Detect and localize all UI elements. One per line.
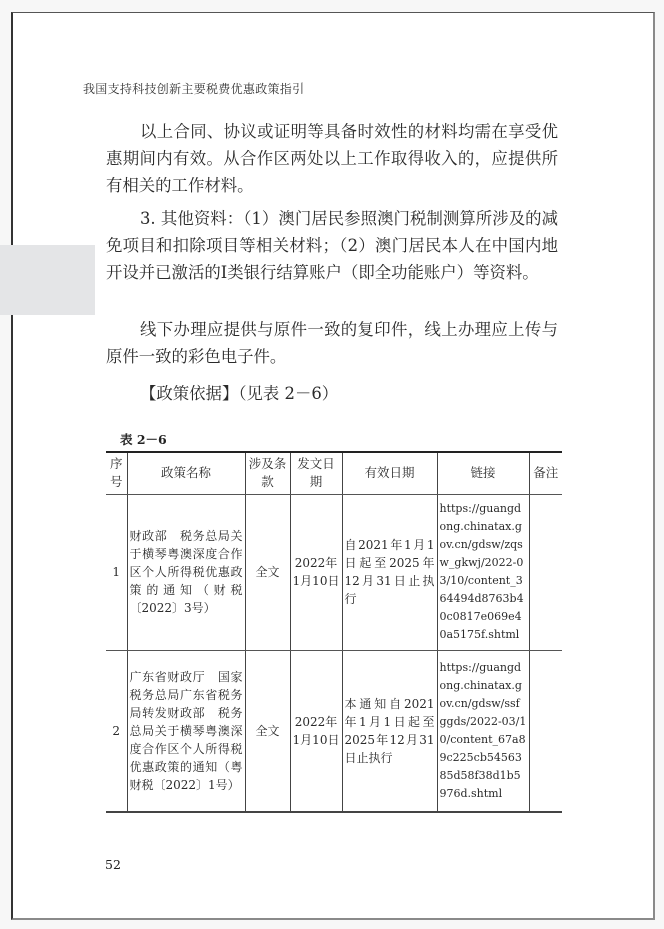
header-valid-date: 有效日期 — [342, 452, 437, 494]
page-number: 52 — [105, 857, 121, 872]
cell-note — [529, 494, 562, 650]
cell-seq: 1 — [106, 494, 127, 650]
running-head: 我国支持科技创新主要税费优惠政策指引 — [83, 82, 305, 96]
paragraph-submission-method: 线下办理应提供与原件一致的复印件，线上办理应上传与原件一致的彩色电子件。 — [106, 320, 558, 366]
chapter-thumb-tab — [0, 245, 95, 315]
cell-issue-date: 2022年1月10日 — [290, 494, 342, 650]
header-scope: 涉及条款 — [245, 452, 290, 494]
header-seq: 序号 — [106, 452, 127, 494]
paragraph-other-materials: 3. 其他资料：（1）澳门居民参照澳门税制测算所涉及的减免项目和扣除项目等相关材料；（2）澳门居民本人在中国内地开设并已激活的Ⅰ类银行结算账户（即全功能账户）等资料。 — [106, 209, 558, 282]
cell-policy-name: 广东省财政厅 国家税务总局广东省税务局转发财政部 税务总局关于横琴粤澳深度合作区个人所得税优惠政策的通知（粤财税〔2022〕1号） — [127, 650, 245, 812]
header-issue-date: 发文日期 — [290, 452, 342, 494]
header-policy-name: 政策名称 — [127, 452, 245, 494]
cell-issue-date: 2022年1月10日 — [290, 650, 342, 812]
cell-note — [529, 650, 562, 812]
cell-valid-date: 本通知自2021年1月1日起至2025年12月31日止执行 — [342, 650, 437, 812]
header-note: 备注 — [529, 452, 562, 494]
cell-valid-date: 自2021年1月1日起至2025年12月31日止执行 — [342, 494, 437, 650]
table-header-row — [106, 452, 562, 494]
cell-scope: 全文 — [245, 650, 290, 812]
cell-seq: 2 — [106, 650, 127, 812]
policy-basis-table — [106, 451, 562, 813]
cell-link[interactable]: https://guangdong.chinatax.gov.cn/gdsw/zqsw_gkwj/2022-03/10/content_364494d8763b40c0817e069e40a5175f.shtml — [437, 494, 529, 650]
table-row — [106, 650, 562, 812]
header-link: 链接 — [437, 452, 529, 494]
cell-link[interactable]: https://guangdong.chinatax.gov.cn/gdsw/ssfggds/2022-03/10/content_67a89c225cb5456385d58f38d1b5976d.shtml — [437, 650, 529, 812]
policy-basis-heading: 【政策依据】（见表 2－6） — [140, 384, 339, 403]
table-row — [106, 494, 562, 650]
cell-policy-name: 财政部 税务总局关于横琴粤澳深度合作区个人所得税优惠政策的通知（财税〔2022〕3号） — [127, 494, 245, 650]
table-caption: 表 2－6 — [120, 432, 167, 447]
paragraph-validity-note: 以上合同、协议或证明等具备时效性的材料均需在享受优惠期间内有效。从合作区两处以上工作取得收入的，应提供所有相关的工作材料。 — [106, 122, 558, 195]
cell-scope: 全文 — [245, 494, 290, 650]
